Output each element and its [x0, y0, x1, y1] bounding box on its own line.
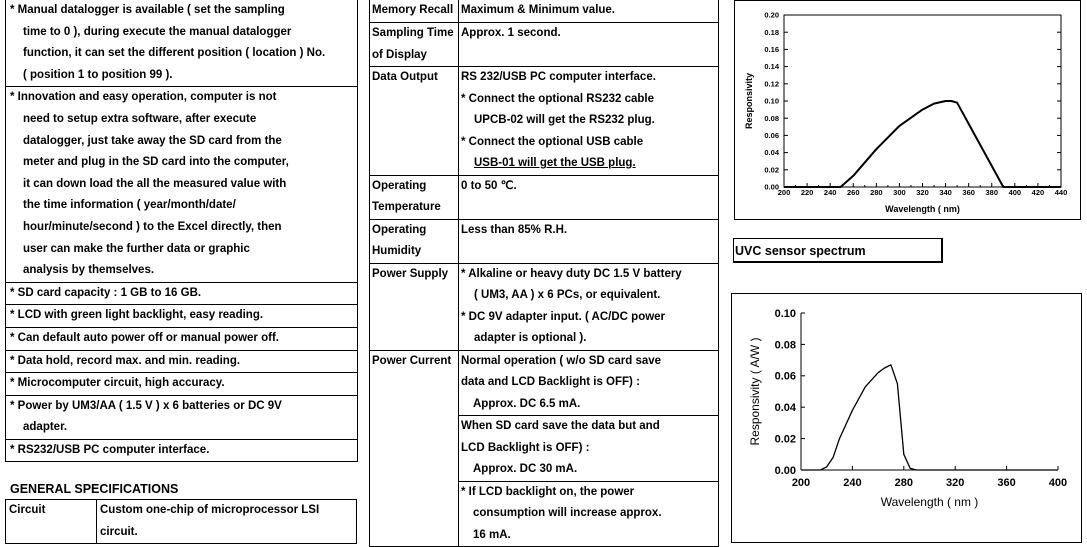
feature-line: user can make the further data or graphic	[23, 242, 250, 255]
plot-frame	[784, 15, 1061, 187]
spec-table	[369, 0, 719, 547]
y-tick-label: 0.02	[764, 165, 779, 175]
table-row	[370, 263, 719, 350]
x-tick-label: 340	[939, 188, 952, 197]
feature-line: adapter.	[23, 421, 68, 434]
y-tick-label: 0.06	[774, 370, 796, 383]
spec-value-line: Approx. DC 6.5 mA.	[473, 397, 581, 410]
y-tick-label: 0.16	[764, 45, 779, 55]
table-row	[370, 175, 719, 219]
uvc-spectrum-chart	[731, 293, 1082, 543]
uvc-spectrum-chart-svg	[732, 294, 1081, 542]
feature-item	[5, 440, 358, 463]
spec-value	[459, 350, 719, 416]
feature-item	[5, 283, 358, 306]
feature-item	[5, 396, 358, 440]
spec-value: Less than 85% R.H.	[459, 219, 719, 263]
spec-key: Data Output	[370, 67, 459, 176]
x-tick-label: 380	[985, 188, 999, 197]
general-spec-title: GENERAL SPECIFICATIONS	[10, 482, 179, 496]
x-tick-label: 280	[894, 477, 913, 489]
feature-line: ( position 1 to position 99 ).	[23, 68, 173, 81]
x-tick-label: 360	[997, 477, 1016, 489]
feature-line: the time information ( year/month/date/	[23, 199, 236, 212]
feature-line: datalogger, just take away the SD card from the	[23, 134, 282, 147]
spec-value-line: * Alkaline or heavy duty DC 1.5 V battery	[461, 267, 682, 280]
spec-value: Maximum & Minimum value.	[459, 0, 719, 23]
spec-key: Circuit	[6, 500, 97, 544]
spec-value-line: When SD card save the data but and	[461, 420, 660, 432]
x-tick-label: 280	[870, 188, 883, 197]
x-axis-label: Wavelength ( nm )	[880, 495, 979, 509]
table-row	[370, 0, 719, 23]
x-tick-label: 220	[800, 188, 814, 197]
y-tick-label: 0.08	[764, 113, 779, 123]
x-tick-label: 260	[846, 188, 860, 197]
x-tick-label: 400	[1008, 188, 1022, 197]
spec-key-line: Operating	[372, 223, 427, 236]
spec-value-line: Custom one-chip of microprocessor LSI	[100, 504, 320, 516]
y-tick-label: 0.12	[764, 79, 779, 89]
x-axis-label: Wavelength ( nm)	[885, 204, 960, 214]
spec-value-line: 16 mA.	[473, 528, 511, 541]
spec-value-line: circuit.	[100, 525, 138, 538]
feature-item	[5, 328, 358, 351]
feature-item	[5, 87, 358, 282]
y-tick-label: 0.10	[774, 307, 796, 320]
x-tick-label: 360	[962, 188, 975, 197]
y-tick-label: 0.00	[764, 182, 779, 192]
feature-item	[5, 0, 358, 87]
y-tick-label: 0.00	[774, 464, 796, 477]
spec-value	[459, 67, 719, 176]
feature-line: * Manual datalogger is available ( set the sampling	[10, 4, 285, 16]
table-row	[370, 67, 719, 176]
spec-value-line: * Connect the optional RS232 cable	[461, 92, 654, 105]
x-tick-label: 240	[823, 188, 837, 197]
feature-item	[5, 373, 358, 396]
x-tick-label: 440	[1054, 188, 1068, 197]
spec-value	[459, 416, 719, 482]
responsivity-chart-svg	[735, 1, 1080, 219]
feature-line: * Power by UM3/AA ( 1.5 V ) x 6 batteries or DC 9V	[10, 399, 282, 412]
y-axis-label: Responsivity ( A/W )	[748, 337, 762, 446]
y-tick-label: 0.04	[764, 148, 779, 158]
spec-value-line: ( UM3, AA ) x 6 PCs, or equivalent.	[474, 289, 661, 301]
spec-value-line: LCD Backlight is OFF) :	[461, 441, 590, 454]
feature-line: * LCD with green light backlight, easy reading.	[10, 309, 264, 322]
features-list	[5, 0, 358, 462]
y-axis-label: Responsivity	[744, 72, 754, 130]
feature-line: * Innovation and easy operation, computer is not	[10, 91, 277, 104]
table-row	[370, 219, 719, 263]
spec-value	[459, 263, 719, 350]
spec-key: Power Supply	[370, 263, 459, 350]
feature-line: need to setup extra software, after execute	[23, 112, 257, 125]
spec-value-line: UPCB-02 will get the RS232 plug.	[474, 114, 655, 126]
feature-line: hour/minute/second ) to the Excel directly, then	[23, 220, 282, 233]
x-tick-label: 320	[946, 477, 965, 489]
spec-key-line: Humidity	[372, 245, 422, 257]
spec-key	[370, 175, 459, 219]
x-tick-label: 240	[843, 477, 862, 489]
feature-line: time to 0 ), during execute the manual datalogger	[23, 25, 292, 38]
x-tick-label: 420	[1031, 188, 1045, 197]
spec-key-line: Temperature	[372, 201, 441, 213]
y-tick-label: 0.14	[764, 62, 779, 72]
y-tick-label: 0.18	[764, 27, 779, 37]
feature-item	[5, 351, 358, 374]
spec-value: Approx. 1 second.	[459, 23, 719, 67]
x-tick-label: 400	[1048, 477, 1068, 489]
spec-value-line: Approx. DC 30 mA.	[473, 463, 578, 475]
table-row	[370, 23, 719, 67]
spec-key: Memory Recall	[370, 0, 459, 23]
plot-frame	[801, 313, 1058, 470]
x-tick-label: 200	[777, 188, 791, 197]
feature-item	[5, 305, 358, 328]
series-line	[784, 101, 1061, 187]
feature-line: * Can default auto power off or manual power off.	[10, 331, 279, 344]
uvc-spectrum-title: UVC sensor spectrum	[733, 238, 943, 263]
spec-value	[97, 500, 357, 544]
y-tick-label: 0.02	[774, 433, 796, 446]
y-tick-label: 0.04	[774, 402, 796, 415]
spec-value-line: adapter is optional ).	[474, 332, 587, 344]
spec-value-line: data and LCD Backlight is OFF) :	[461, 376, 640, 388]
feature-line: * Microcomputer circuit, high accuracy.	[10, 377, 225, 390]
spec-key-line: Operating	[372, 179, 427, 192]
series-line	[801, 365, 1058, 470]
table-row	[6, 500, 357, 544]
feature-line: analysis by themselves.	[23, 264, 155, 277]
spec-value: 0 to 50 ℃.	[459, 175, 719, 219]
responsivity-chart	[734, 0, 1081, 220]
feature-line: it can down load the all the measured value with	[23, 177, 287, 190]
feature-line: * Data hold, record max. and min. reading.	[10, 354, 241, 367]
spec-value	[459, 481, 719, 547]
spec-value-line: Normal operation ( w/o SD card save	[461, 354, 662, 367]
spec-value-line: * Connect the optional USB cable	[461, 135, 644, 148]
x-tick-label: 300	[893, 188, 906, 197]
spec-value-line: * DC 9V adapter input. ( AC/DC power	[461, 310, 666, 323]
x-tick-label: 320	[916, 188, 929, 197]
table-row	[370, 350, 719, 416]
spec-value-line: consumption will increase approx.	[473, 507, 662, 519]
feature-line: function, it can set the different position ( location ) No.	[23, 47, 326, 60]
spec-key-line: Sampling Time	[372, 27, 454, 39]
spec-value-line: USB-01 will get the USB plug.	[474, 157, 636, 169]
x-tick-label: 200	[791, 477, 811, 489]
spec-value-line: RS 232/USB PC computer interface.	[461, 71, 656, 83]
spec-key	[370, 23, 459, 67]
spec-key	[370, 219, 459, 263]
general-spec-table	[5, 499, 357, 544]
spec-value-line: * If LCD backlight on, the power	[461, 485, 635, 498]
y-tick-label: 0.20	[764, 10, 779, 20]
spec-key: Power Current	[370, 350, 459, 547]
y-tick-label: 0.10	[764, 96, 779, 106]
y-tick-label: 0.06	[764, 131, 779, 141]
feature-line: * SD card capacity : 1 GB to 16 GB.	[10, 286, 202, 299]
spec-key-line: of Display	[372, 48, 427, 61]
feature-line: meter and plug in the SD card into the computer,	[23, 156, 289, 169]
y-tick-label: 0.08	[774, 339, 796, 352]
feature-line: * RS232/USB PC computer interface.	[10, 443, 210, 456]
